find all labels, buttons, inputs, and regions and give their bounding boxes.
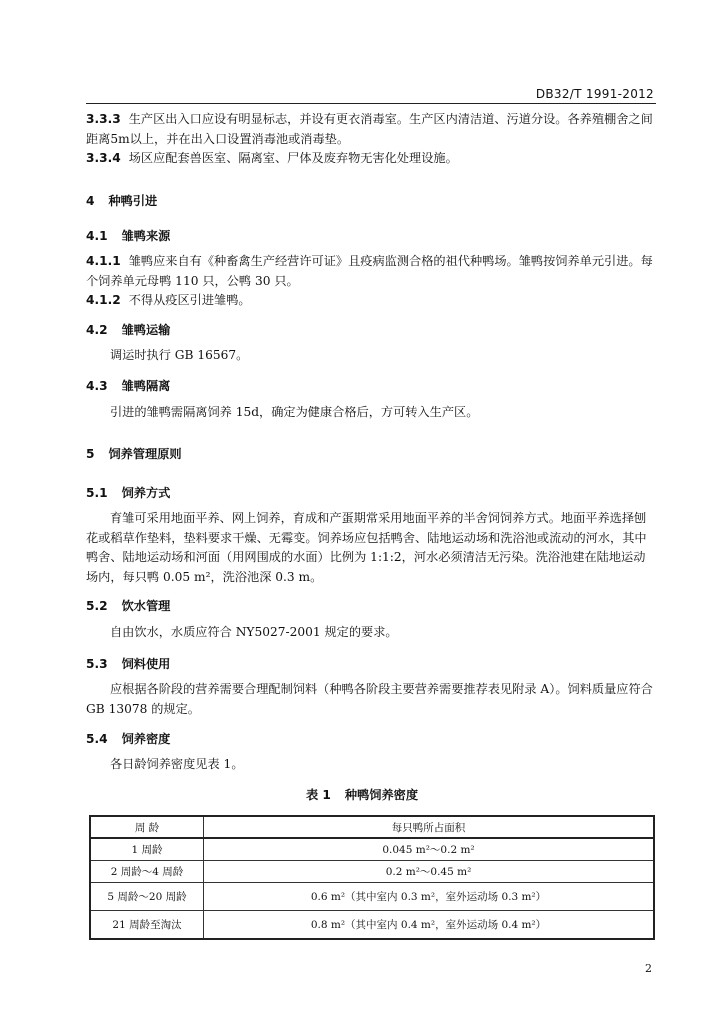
document-code: DB32/T 1991-2012 [535,87,654,101]
table-caption-number: 表 1 [305,788,331,802]
table-header-cell: 周 龄 [90,816,204,838]
heading-title: 饮水管理 [121,599,171,613]
clause-text: 生产区出入口应设有明显标志，并设有更衣消毒室。生产区内清洁道、污道分设。各养殖棚舍之间距离5m以上，并在出入口设置消毒池或消毒垫。 [86,112,653,146]
table-cell: 0.2 m²～0.45 m² [204,861,655,883]
table-header-row [90,816,654,838]
table-row [90,883,654,911]
paragraph-4-2: 调运时执行 GB 16567。 [110,348,249,362]
heading-number: 5 [86,447,95,461]
heading-4 [86,192,157,209]
table-cell: 5 周龄～20 周龄 [90,883,204,911]
clause-text: 场区应配套兽医室、隔离室、尸体及废弃物无害化处理设施。 [128,151,458,165]
table-caption [0,786,724,803]
heading-5-2 [86,597,170,614]
heading-title: 饲料使用 [121,657,171,671]
table-cell: 1 周龄 [90,838,204,861]
heading-number: 4.1 [86,229,108,243]
heading-number: 4.3 [86,379,108,393]
heading-number: 4.2 [86,323,108,337]
heading-title: 雏鸭来源 [121,229,171,243]
heading-title: 种鸭引进 [108,194,158,208]
page-number: 2 [645,962,652,975]
table-cell: 0.045 m²～0.2 m² [204,838,655,861]
paragraph-5-1: 育雏可采用地面平养、网上饲养，育成和产蛋期常采用地面平养的半舍饲饲养方式。地面平养选择刨花或稻草作垫料，垫料要求干燥、无霉变。饲养场应包括鸭舍、陆地运动场和洗浴池或流动的河水，其中鸭舍、陆地运动场和河面（用网围成的水面）比例为 1:1:2，河水必须清洁无污染。洗浴池建在陆地运动场内，每只鸭 0.05 m²，洗浴池深 0.3 m。 [86,511,647,584]
paragraph-5-4: 各日龄饲养密度见表 1。 [110,757,244,771]
heading-4-2 [86,321,170,338]
heading-4-3 [86,377,170,394]
clause-text: 雏鸭应来自有《种畜禽生产经营许可证》且疫病监测合格的祖代种鸭场。雏鸭按饲养单元引进。每个饲养单元母鸭 110 只，公鸭 30 只。 [86,254,653,288]
clause-number: 4.1.2 [86,293,121,307]
table-cell: 0.6 m²（其中室内 0.3 m²，室外运动场 0.3 m²） [204,883,655,911]
heading-4-1 [86,227,170,244]
clause-4-1-2 [86,291,656,311]
paragraph-5-2: 自由饮水，水质应符合 NY5027-2001 规定的要求。 [110,625,398,639]
heading-5 [86,445,182,462]
heading-number: 5.1 [86,486,108,500]
header-rule [86,103,656,104]
heading-number: 5.2 [86,599,108,613]
table-cell: 2 周龄～4 周龄 [90,861,204,883]
heading-number: 5.3 [86,657,108,671]
heading-5-4 [86,730,170,747]
table-cell: 21 周龄至淘汰 [90,911,204,940]
clause-number: 3.3.4 [86,151,121,165]
heading-title: 雏鸭运输 [121,323,171,337]
heading-5-3 [86,655,170,672]
table-header-cell: 每只鸭所占面积 [204,816,655,838]
heading-5-1 [86,484,170,501]
table-cell: 0.8 m²（其中室内 0.4 m²，室外运动场 0.4 m²） [204,911,655,940]
heading-title: 饲养管理原则 [108,447,182,461]
clause-number: 3.3.3 [86,112,121,126]
clause-3-3-4 [86,149,656,169]
heading-title: 饲养方式 [121,486,171,500]
paragraph-5-3: 应根据各阶段的营养需要合理配制饲料（种鸭各阶段主要营养需要推荐表见附录 A）。饲料质量应符合 GB 13078 的规定。 [86,682,653,716]
density-table [89,815,655,940]
table-row [90,911,654,940]
table-row [90,838,654,861]
heading-number: 5.4 [86,732,108,746]
heading-title: 雏鸭隔离 [121,379,171,393]
heading-title: 饲养密度 [121,732,171,746]
clause-text: 不得从疫区引进雏鸭。 [128,293,251,307]
heading-number: 4 [86,194,95,208]
table-row [90,861,654,883]
paragraph-4-3: 引进的雏鸭需隔离饲养 15d，确定为健康合格后，方可转入生产区。 [110,405,479,419]
clause-number: 4.1.1 [86,254,121,268]
clause-3-3-3 [86,110,656,149]
table-caption-title: 种鸭饲养密度 [344,788,419,802]
clause-4-1-1 [86,252,656,291]
